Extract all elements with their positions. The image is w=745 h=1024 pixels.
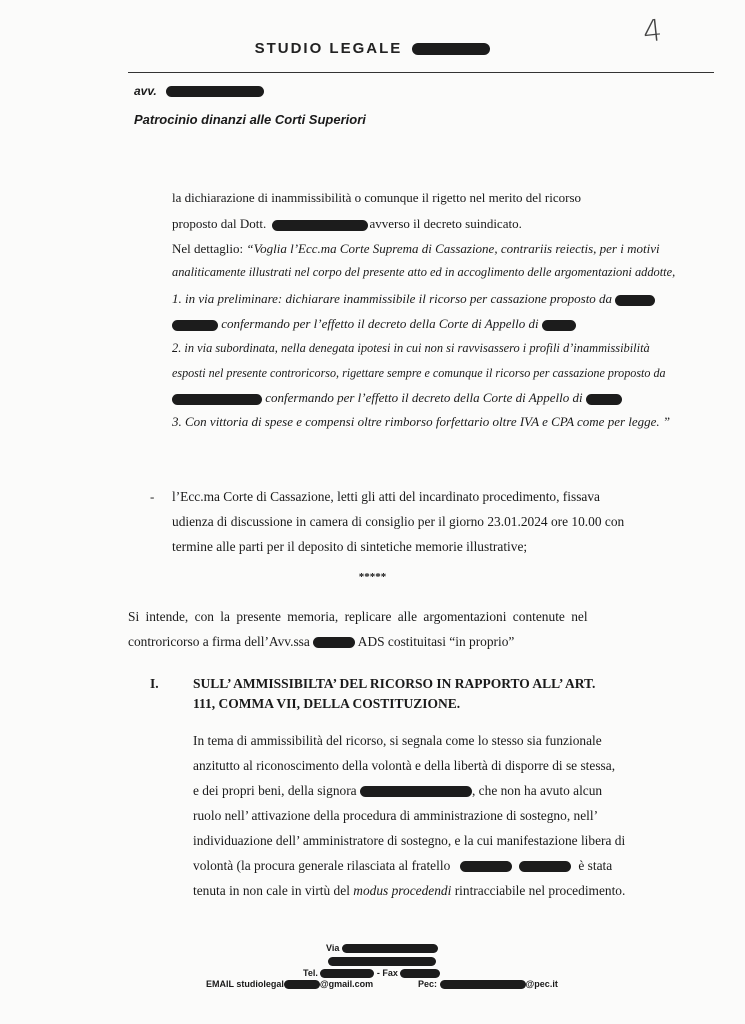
text-line <box>172 291 655 307</box>
redaction <box>172 394 262 405</box>
text-fragment: Nel dettaglio: <box>172 241 244 256</box>
address-label: Via <box>326 943 340 953</box>
footer-address <box>326 943 438 953</box>
list-dash: - <box>150 489 155 504</box>
text-fragment: e dei propri beni, della signora <box>193 783 357 798</box>
redaction <box>412 43 490 55</box>
redaction <box>542 320 576 331</box>
text-fragment: 1. in via preliminare: dichiarare inammissibile il ricorso per cassazione proposto da <box>172 291 613 306</box>
pec-label: Pec: <box>418 979 438 989</box>
redaction <box>342 944 438 953</box>
footer-email <box>206 979 373 989</box>
text-line: ruolo nell’ attivazione della procedura di amministrazione di sostegno, nell’ <box>193 808 599 823</box>
redaction <box>313 637 355 648</box>
text-fragment: tenuta in non cale in virtù del <box>193 883 350 898</box>
footer-phone <box>303 968 440 978</box>
text-fragment: è stata <box>578 858 613 873</box>
text-line: l’Ecc.ma Corte di Cassazione, letti gli atti del incardinato procedimento, fissava <box>172 489 600 504</box>
text-fragment: confermando per l’effetto il decreto della Corte di Appello di <box>221 316 539 331</box>
redaction <box>320 969 374 978</box>
avv-prefix: avv. <box>134 84 157 98</box>
text-fragment: ADS costituitasi “in proprio” <box>357 634 515 649</box>
text-line: anzitutto al riconoscimento della volontà e della libertà di disporre di se stessa, <box>193 758 616 773</box>
text-fragment: volontà (la procura generale rilasciata al fratello <box>193 858 451 873</box>
email-label: EMAIL studiolegal <box>206 979 284 989</box>
text-line <box>193 783 602 799</box>
section-heading: 111, COMMA VII, DELLA COSTITUZIONE. <box>193 696 461 711</box>
pec-domain: @pec.it <box>525 979 558 989</box>
redaction <box>460 861 512 872</box>
redaction <box>440 980 526 989</box>
text-fragment: rintracciabile nel procedimento. <box>454 883 626 898</box>
text-line <box>128 634 514 650</box>
text-fragment: avverso il decreto suindicato. <box>369 216 522 231</box>
letterhead-title <box>0 40 745 57</box>
tel-label: Tel. <box>303 968 318 978</box>
redaction <box>172 320 218 331</box>
redaction <box>519 861 571 872</box>
redaction <box>272 220 368 231</box>
text-line <box>193 883 625 899</box>
email-domain: @gmail.com <box>319 979 374 989</box>
lawyer-line <box>134 84 264 98</box>
text-line <box>172 216 522 232</box>
footer-address-line2 <box>328 956 436 966</box>
text-line: 2. in via subordinata, nella denegata ipotesi in cui non si ravvisassero i profili d’inammissibilità <box>172 341 650 355</box>
redaction <box>586 394 622 405</box>
redaction <box>615 295 655 306</box>
text-fragment: modus procedendi <box>353 883 452 898</box>
redaction <box>360 786 472 797</box>
text-line <box>172 390 622 406</box>
handwritten-page-number: 4 <box>641 13 664 50</box>
text-line <box>172 241 660 257</box>
redaction <box>284 980 320 989</box>
section-separator: ***** <box>358 571 387 583</box>
text-line: individuazione dell’ amministratore di sostegno, e la cui manifestazione libera di <box>193 833 626 848</box>
footer-pec <box>418 979 558 989</box>
text-fragment: , che non ha avuto alcun <box>471 783 603 798</box>
section-number: I. <box>150 676 159 691</box>
redaction <box>166 86 264 97</box>
text-line: la dichiarazione di inammissibilità o comunque il rigetto nel merito del ricorso <box>172 190 582 205</box>
text-line <box>193 858 612 874</box>
text-line: udienza di discussione in camera di consiglio per il giorno 23.01.2024 ore 10.00 con <box>172 514 625 529</box>
firm-name: STUDIO LEGALE <box>254 40 403 57</box>
text-fragment: proposto dal Dott. <box>172 216 267 231</box>
text-line: Si intende, con la presente memoria, replicare alle argomentazioni contenute nel <box>128 609 588 624</box>
header-divider <box>128 72 714 73</box>
subtitle: Patrocinio dinanzi alle Corti Superiori <box>134 112 366 127</box>
text-fragment: “Voglia l’Ecc.ma Corte Suprema di Cassazione, contrariis reiectis, per i motivi <box>246 241 660 256</box>
fax-label: - Fax <box>376 968 398 978</box>
text-fragment: controricorso a firma dell’Avv.ssa <box>128 634 310 649</box>
text-line <box>172 316 576 332</box>
text-line: analiticamente illustrati nel corpo del presente atto ed in accoglimento delle argomentazioni addotte, <box>172 265 676 279</box>
redaction <box>400 969 440 978</box>
text-line: In tema di ammissibilità del ricorso, si segnala come lo stesso sia funzionale <box>193 733 602 748</box>
section-heading: SULL’ AMMISSIBILTA’ DEL RICORSO IN RAPPORTO ALL’ ART. <box>193 676 596 691</box>
text-line: termine alle parti per il deposito di sintetiche memorie illustrative; <box>172 539 528 554</box>
text-fragment: confermando per l’effetto il decreto della Corte di Appello di <box>265 390 583 405</box>
text-line: esposti nel presente controricorso, rigettare sempre e comunque il ricorso per cassazione proposto da <box>172 366 666 380</box>
text-line: 3. Con vittoria di spese e compensi oltre rimborso forfettario oltre IVA e CPA come per legge. ” <box>172 414 671 429</box>
redaction <box>328 957 436 966</box>
